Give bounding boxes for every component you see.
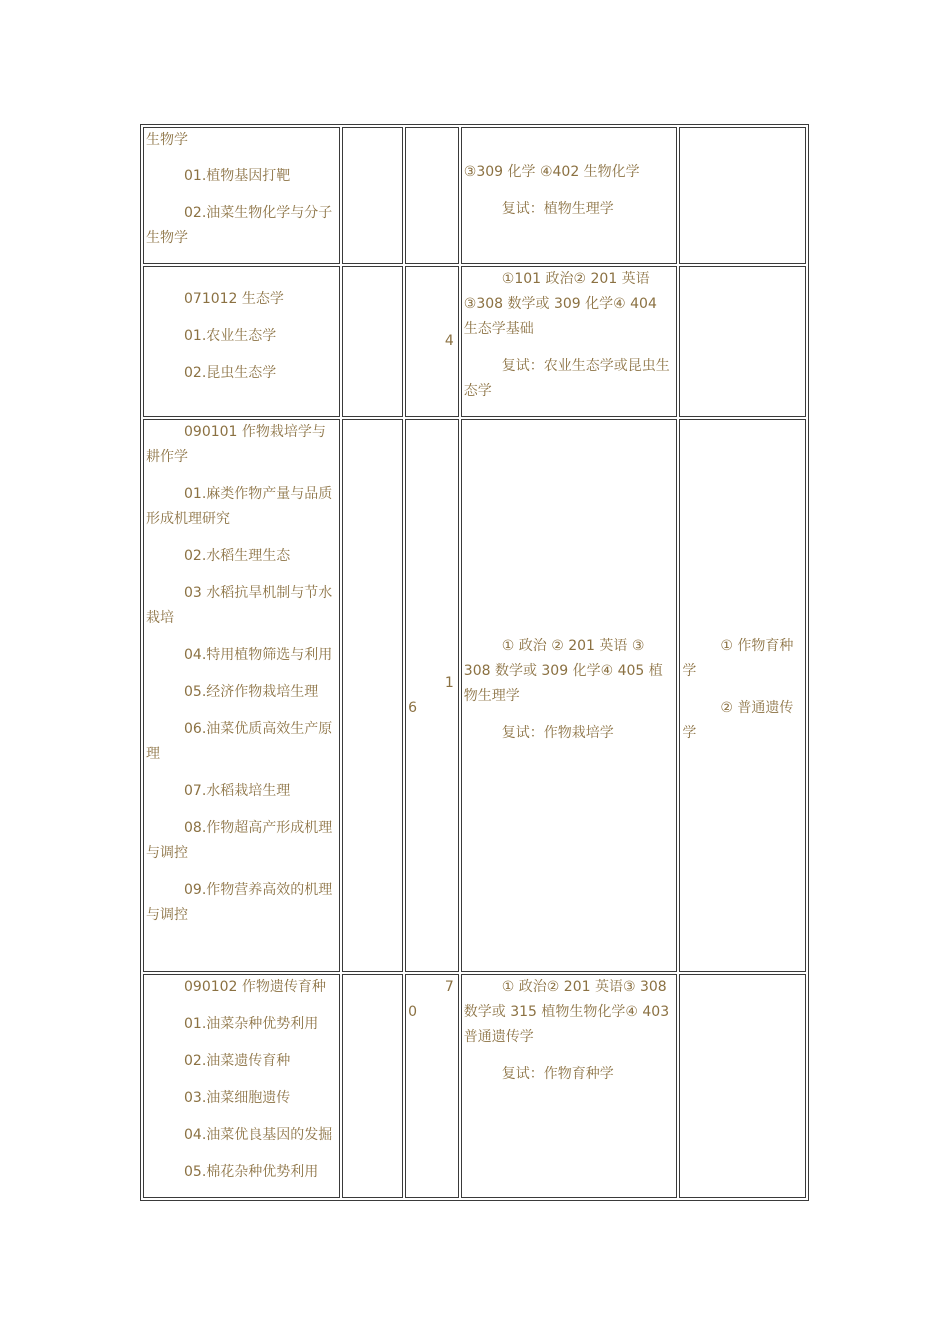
major-line: 生物学 <box>146 132 188 148</box>
exam-line: ③309 化学 ④402 生物化学 <box>463 164 640 180</box>
major-cell <box>143 974 340 1198</box>
plan-cell <box>405 266 459 417</box>
equal-cell <box>679 266 806 417</box>
exam-line: 复试：作物栽培学 <box>501 724 614 741</box>
major-line: 08.作物超高产形成机理与调控 <box>146 820 333 861</box>
table-row <box>143 419 806 972</box>
exam-cell <box>461 127 678 264</box>
major-line: 05.棉花杂种优势利用 <box>184 1164 319 1180</box>
exam-cell <box>461 974 678 1198</box>
major-line: 01.农业生态学 <box>184 328 277 344</box>
major-line: 01.油菜杂种优势利用 <box>184 1016 319 1032</box>
major-line: 02.油菜生物化学与分子生物学 <box>146 205 333 246</box>
exam-cell <box>461 266 678 417</box>
plan-value: 1 <box>444 674 454 691</box>
major-line: 07.水稻栽培生理 <box>184 783 291 799</box>
blank-cell <box>342 266 403 417</box>
major-line: 06.油菜优质高效生产原理 <box>146 721 333 762</box>
blank-cell <box>342 419 403 972</box>
major-line: 05.经济作物栽培生理 <box>184 684 319 700</box>
major-line: 04.油菜优良基因的发掘 <box>184 1127 333 1143</box>
equal-cell <box>679 127 806 264</box>
exam-cell <box>461 419 678 972</box>
plan-value: 0 <box>408 1004 418 1020</box>
major-line: 04.特用植物筛选与利用 <box>184 647 333 663</box>
major-line: 02.油菜遗传育种 <box>184 1053 291 1069</box>
major-line: 090101 作物栽培学与耕作学 <box>146 424 326 465</box>
plan-cell <box>405 419 459 972</box>
major-line: 01.麻类作物产量与品质形成机理研究 <box>146 486 333 527</box>
major-cell <box>143 266 340 417</box>
major-cell <box>143 419 340 972</box>
major-line: 02.昆虫生态学 <box>184 365 277 381</box>
table-row <box>143 974 806 1198</box>
major-line: 02.水稻生理生态 <box>184 548 291 564</box>
major-line: 03.油菜细胞遗传 <box>184 1090 291 1106</box>
plan-value: 4 <box>444 333 454 349</box>
major-line: 01.植物基因打靶 <box>184 168 291 184</box>
plan-value: 6 <box>408 699 418 716</box>
table-row <box>143 266 806 417</box>
major-line: 03 水稻抗旱机制与节水栽培 <box>146 585 333 626</box>
blank-cell <box>342 974 403 1198</box>
exam-line: ① 政治② 201 英语③ 308 数学或 315 植物生物化学④ 403 普通遗传学 <box>463 979 670 1045</box>
exam-line: ①101 政治② 201 英语③308 数学或 309 化学④ 404 生态学基础 <box>463 271 657 337</box>
major-line: 09.作物营养高效的机理与调控 <box>146 882 333 923</box>
blank-cell <box>342 127 403 264</box>
equal-cell <box>679 419 806 972</box>
major-line: 090102 作物遗传育种 <box>184 979 326 995</box>
exam-line: 复试：农业生态学或昆虫生态学 <box>463 358 670 399</box>
table-row <box>143 127 806 264</box>
equal-line: ① 作物育种学 <box>682 637 794 679</box>
plan-value: 7 <box>444 979 454 995</box>
exam-line: 复试：植物生理学 <box>501 201 614 217</box>
major-line: 071012 生态学 <box>184 291 284 307</box>
major-cell <box>143 127 340 264</box>
plan-cell <box>405 974 459 1198</box>
equal-line: ② 普通遗传学 <box>682 699 794 741</box>
exam-line: ① 政治 ② 201 英语 ③ 308 数学或 309 化学④ 405 植物生理学 <box>463 637 663 704</box>
enrollment-table <box>140 124 809 1201</box>
equal-cell <box>679 974 806 1198</box>
exam-line: 复试：作物育种学 <box>501 1066 614 1082</box>
plan-cell <box>405 127 459 264</box>
